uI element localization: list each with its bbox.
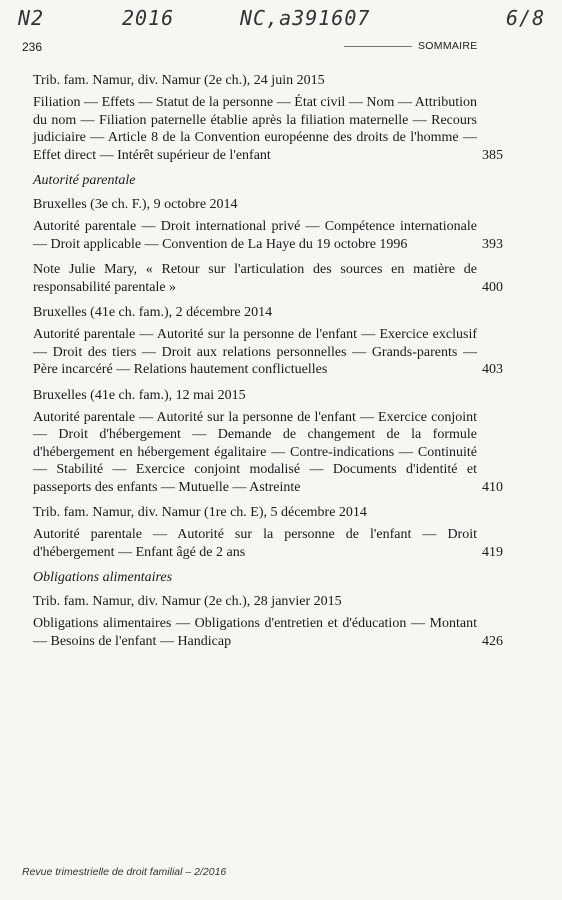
court-citation: Bruxelles (41e ch. fam.), 12 mai 2015 [33, 387, 246, 403]
section-header: SOMMAIRE [418, 40, 478, 52]
handwritten-note-reference: NC,a391607 [240, 6, 371, 30]
handwritten-note-corner: 6/8 [506, 6, 546, 30]
toc-entry [33, 94, 503, 164]
handwritten-note-year: 2016 [122, 6, 175, 30]
entry-page-number: 410 [482, 479, 503, 495]
entry-page-number: 403 [482, 362, 503, 377]
entry-keywords: Autorité parentale — Autorité sur la personne de l'enfant — Exercice conjoint — Droit d'hébergement — Demande de changement de la formule d'hébergement en hébergement égalitaire — Contre-indications — Continuité — Stabilité — Exercice conjoint modalisé — Documents d'identité et passeports des enfants — Mutuelle — Astreinte [33, 409, 477, 495]
toc-entry [33, 218, 503, 253]
section-heading: Obligations alimentaires [33, 570, 173, 585]
court-citation: Bruxelles (3e ch. F.), 9 octobre 2014 [33, 197, 238, 212]
court-citation: Trib. fam. Namur, div. Namur (2e ch.), 24 juin 2015 [33, 73, 325, 88]
journal-footer: Revue trimestrielle de droit familial – 2/2016 [22, 866, 227, 878]
entry-keywords: Autorité parentale — Autorité sur la personne de l'enfant — Droit d'hébergement — Enfant âgé de 2 ans [33, 527, 477, 560]
section-heading: Autorité parentale [33, 173, 136, 188]
entry-page-number: 385 [482, 147, 503, 163]
toc-entry [33, 615, 503, 650]
toc-entry [33, 526, 503, 561]
entry-page-number: 393 [482, 236, 503, 252]
toc-entry [33, 409, 503, 497]
court-citation: Trib. fam. Namur, div. Namur (2e ch.), 28 janvier 2015 [33, 594, 342, 609]
entry-keywords: Autorité parentale — Droit international privé — Compétence internationale — Droit applicable — Convention de La Haye du 19 octobre 1996 [33, 219, 477, 252]
entry-keywords: Obligations alimentaires — Obligations d'entretien et d'éducation — Montant — Besoins de l'enfant — Handicap [33, 616, 477, 649]
entry-page-number: 400 [482, 279, 503, 295]
entry-page-number: 419 [482, 544, 503, 560]
entry-page-number: 426 [482, 633, 503, 649]
handwritten-note-left: N2 [18, 6, 45, 30]
page-number: 236 [22, 40, 43, 54]
toc-entry [33, 326, 503, 379]
court-citation: Trib. fam. Namur, div. Namur (1re ch. E), 5 décembre 2014 [33, 505, 367, 520]
entry-keywords: Filiation — Effets — Statut de la personne — État civil — Nom — Attribution du nom — Filiation paternelle établie après la filiation maternelle — Recours judiciaire — Article 8 de la Convention européenne des droits de l'homme — Effet direct — Intérêt supérieur de l'enfant [33, 95, 477, 163]
entry-keywords: Autorité parentale — Autorité sur la personne de l'enfant — Exercice exclusif — Droit des tiers — Droit aux relations personnelles — Grands-parents — Père incarcéré — Relations hautement conflictuelles [33, 327, 477, 377]
entry-keywords: Note Julie Mary, « Retour sur l'articulation des sources en matière de responsabilité parentale » [33, 262, 477, 295]
header-rule [344, 46, 412, 47]
table-of-contents [33, 72, 503, 658]
court-citation: Bruxelles (41e ch. fam.), 2 décembre 2014 [33, 305, 273, 320]
toc-entry [33, 261, 503, 296]
